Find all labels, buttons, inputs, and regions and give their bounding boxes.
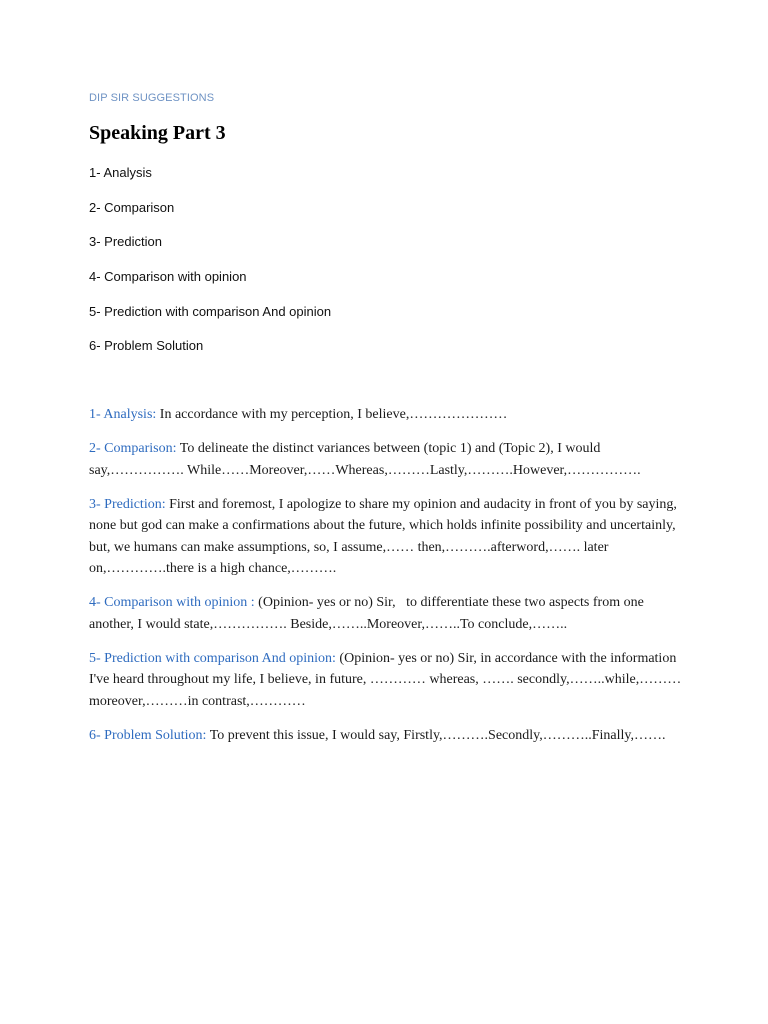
section-prediction-comparison-opinion bbox=[89, 648, 689, 713]
section-label: 3- Prediction: bbox=[89, 496, 166, 512]
section-label: 6- Problem Solution: bbox=[89, 727, 207, 743]
section-analysis bbox=[89, 404, 689, 426]
answer-templates bbox=[89, 404, 689, 759]
section-text: (Opinion- yes or no) Sir, in accordance with the information I've heard throughout my life, I believe, in future, ………… whereas, ……. secondly,……..while,………moreover,………in contrast,………… bbox=[89, 650, 682, 709]
section-text: To delineate the distinct variances between (topic 1) and (Topic 2), I would say,……………. While……Moreover,……Whereas,………Lastly,……….However,……………. bbox=[89, 441, 641, 478]
section-label: 1- Analysis: bbox=[89, 407, 157, 422]
list-item: 4- Comparison with opinion bbox=[89, 269, 247, 285]
section-text: First and foremost, I apologize to share my opinion and audacity in front of you by saying, none but god can make a confirmations about the future, which holds infinite possibility and uncertainly, but, we humans can make assumptions, so, I assume,…… then,……….afterword,……. later on,………….there is a high chance,………. bbox=[89, 496, 681, 576]
list-item: 1- Analysis bbox=[89, 165, 152, 180]
section-text: (Opinion- yes or no) Sir, to differentiate these two aspects from one another, I would state,……………. Beside,……..Moreover,……..To conclude,…….. bbox=[89, 595, 648, 632]
section-text: In accordance with my perception, I believe,………………… bbox=[156, 407, 508, 422]
list-item: 2- Comparison bbox=[89, 199, 175, 215]
section-problem-solution bbox=[89, 725, 689, 747]
section-prediction bbox=[89, 494, 689, 580]
section-text: To prevent this issue, I would say, Firstly,……….Secondly,………..Finally,……. bbox=[206, 727, 666, 743]
topic-list bbox=[89, 164, 331, 372]
list-item: 6- Problem Solution bbox=[89, 338, 204, 354]
page-title: Speaking Part 3 bbox=[89, 122, 226, 144]
section-comparison-with-opinion bbox=[89, 592, 689, 635]
section-label: 5- Prediction with comparison And opinion: bbox=[89, 650, 336, 666]
section-comparison bbox=[89, 438, 689, 481]
section-label: 2- Comparison: bbox=[89, 441, 177, 456]
list-item: 5- Prediction with comparison And opinion bbox=[89, 303, 332, 319]
section-label: 4- Comparison with opinion : bbox=[89, 595, 255, 610]
header-note: DIP SIR SUGGESTIONS bbox=[89, 92, 215, 104]
list-item: 3- Prediction bbox=[89, 234, 162, 250]
